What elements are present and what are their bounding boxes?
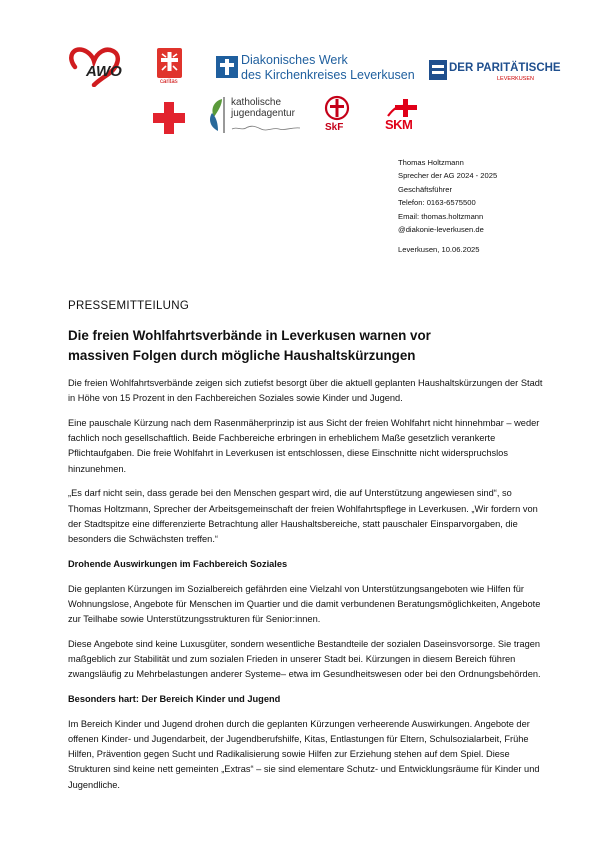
paritaet-logo-icon: [429, 60, 447, 80]
paragraph: Diese Angebote sind keine Luxusgüter, sondern wesentliche Bestandteile der sozialen Daseinsvorsorge. Sie tragen maßgeblich zur Stabilität und zum sozialen Frieden in unserer Stadt bei. Kürzungen in diesem Bereich führen zwangsläufig zu Mehrbelastungen anderer Systeme– etwa im Gesundheitswesen oder bei den Ordnungsbehörden.: [68, 638, 541, 680]
diakonie-logo-text: [241, 53, 415, 83]
document-date: Leverkusen, 10.06.2025: [398, 245, 480, 254]
skm-logo-text: SKM: [385, 117, 413, 132]
skm-logo-icon: [386, 98, 426, 118]
skf-logo-text: SkF: [325, 122, 344, 133]
document-body: [68, 376, 546, 802]
awo-logo-text: AWO: [86, 63, 122, 80]
headline-line-1: Die freien Wohlfahrtsverbände in Leverkusen warnen vor: [68, 328, 431, 343]
skf-logo-icon: [323, 95, 351, 121]
kjf-line-2: jugendagentur: [231, 108, 295, 119]
contact-role: Sprecher der AG 2024 - 2025: [398, 171, 498, 181]
contact-email-domain: @diakonie-leverkusen.de: [398, 225, 484, 235]
paragraph: Die freien Wohlfahrtsverbände zeigen sich zutiefst besorgt über die aktuell geplanten Haushaltskürzungen der Stadt in Höhe von 15 Prozent in den Fachbereichen Soziales sowie Kinder und Jugend.: [68, 378, 543, 404]
contact-phone: Telefon: 0163-6575500: [398, 198, 476, 208]
section-heading: Drohende Auswirkungen im Fachbereich Soziales: [68, 558, 288, 569]
kjf-logo-text: [231, 97, 295, 119]
contact-block: [398, 156, 497, 236]
document-headline: [68, 326, 538, 366]
diakonie-line-2: des Kirchenkreises Leverkusen: [241, 68, 415, 82]
paragraph: Im Bereich Kinder und Jugend drohen durch die geplanten Kürzungen verheerende Auswirkungen. Angebote der offenen Kinder- und Jugendarbeit, der Jugendberufshilfe, Kitas, Entlastungen für Eltern, Schulsozialarbeit, Frühe Hilfen, Prävention gegen Sucht und Radikalisierung sowie Hilfen zur Erziehung stehen auf dem Spiel. Diese Strukturen sind keine nett gemeinten „Extras“ – sie sind elementare Schutz- und Entwicklungsräume für Kinder und Jugendliche.: [68, 718, 540, 790]
document-label: PRESSEMITTEILUNG: [68, 300, 190, 312]
logo-bar: [0, 0, 595, 150]
diakonie-logo-icon: [216, 56, 238, 78]
paragraph: Eine pauschale Kürzung nach dem Rasenmäherprinzip ist aus Sicht der freien Wohlfahrt nicht hinnehmbar – weder fachlich noch gesellschaftlich. Beide Fachbereiche erbringen in erheblichem Maße gesetzlich verankerte Pflichtaufgaben. Die freie Wohlfahrt in Leverkusen ist entschlossen, diese Einschnitte nicht widerspruchslos hinzunehmen.: [68, 418, 540, 474]
contact-title: Geschäftsführer: [398, 184, 453, 194]
diakonie-line-1: Diakonisches Werk: [241, 53, 348, 67]
paragraph-quote: „Es darf nicht sein, dass gerade bei den Menschen gespart wird, die auf Unterstützung angewiesen sind“, so Thomas Holtzmann, Sprecher der Arbeitsgemeinschaft der freien Wohlfahrtspflege in Leverkusen. „Wir fordern von der Stadtspitze eine differenzierte Betrachtung aller Haushaltsbereiche, statt pauschaler Einsparvorgaben, die besonders die Schwächsten treffen.“: [68, 488, 538, 545]
paragraph: Die geplanten Kürzungen im Sozialbereich gefährden eine Vielzahl von Unterstützungsangeboten wie Hilfen für Wohnungslose, Angebote für Menschen im Quartier und die damit verbundenen Beratungsmöglichkeiten, Angebote zur Teilhabe sowie Unterstützungsstrukturen für Senior:innen.: [68, 583, 541, 625]
paritaet-logo-subtext: LEVERKUSEN: [497, 76, 534, 82]
kjf-signature-icon: [231, 124, 301, 132]
paritaet-logo-text: DER PARITÄTISCHE: [449, 62, 561, 74]
contact-name: Thomas Holtzmann: [398, 158, 464, 167]
kjf-line-1: katholische: [231, 97, 282, 108]
caritas-logo-icon: [157, 48, 182, 78]
red-cross-icon: [152, 101, 186, 135]
section-heading: Besonders hart: Der Bereich Kinder und Jugend: [68, 694, 281, 705]
caritas-logo-text: caritas: [160, 79, 178, 85]
headline-line-2: massiven Folgen durch mögliche Haushaltskürzungen: [68, 348, 416, 363]
kjf-leaf-icon: [206, 95, 228, 135]
contact-email: Email: thomas.holtzmann: [398, 211, 484, 221]
